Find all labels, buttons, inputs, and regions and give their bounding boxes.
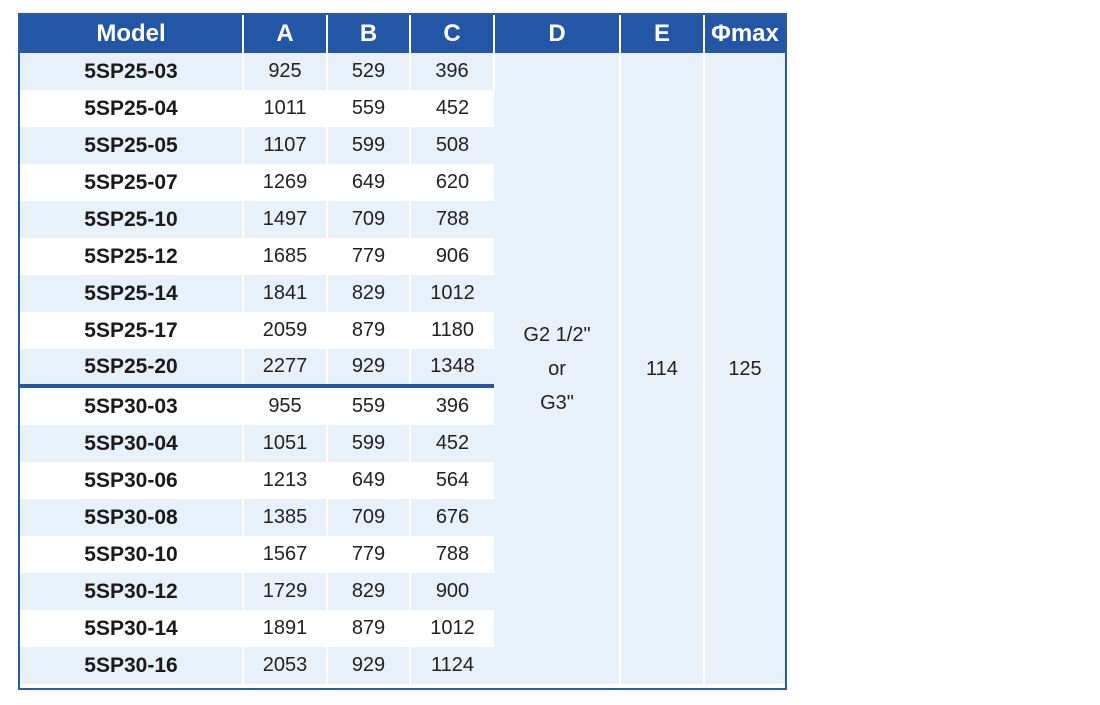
cell-a: 2053 (243, 647, 327, 684)
cell-d-line: G2 1/2" (523, 323, 591, 346)
cell-c: 1012 (410, 275, 494, 312)
dimension-table (20, 15, 785, 684)
cell-model: 5SP25-05 (20, 127, 243, 164)
cell-c: 564 (410, 462, 494, 499)
cell-a: 1729 (243, 573, 327, 610)
cell-model: 5SP25-07 (20, 164, 243, 201)
cell-b: 929 (327, 349, 410, 386)
cell-c: 452 (410, 90, 494, 127)
header-c: C (410, 15, 494, 53)
cell-a: 1685 (243, 238, 327, 275)
cell-a: 1213 (243, 462, 327, 499)
cell-b: 929 (327, 647, 410, 684)
cell-b: 599 (327, 127, 410, 164)
cell-b: 649 (327, 462, 410, 499)
cell-c: 396 (410, 386, 494, 425)
cell-b: 779 (327, 536, 410, 573)
header-d: D (494, 15, 620, 53)
cell-a: 1385 (243, 499, 327, 536)
cell-c: 620 (410, 164, 494, 201)
cell-phimax: 125 (704, 53, 785, 684)
cell-model: 5SP25-12 (20, 238, 243, 275)
cell-b: 649 (327, 164, 410, 201)
header-a: A (243, 15, 327, 53)
cell-a: 1891 (243, 610, 327, 647)
cell-d-line: or (548, 357, 566, 380)
cell-c: 788 (410, 536, 494, 573)
cell-model: 5SP30-16 (20, 647, 243, 684)
cell-a: 925 (243, 53, 327, 90)
cell-c: 508 (410, 127, 494, 164)
cell-a: 1107 (243, 127, 327, 164)
cell-model: 5SP30-14 (20, 610, 243, 647)
cell-model: 5SP25-04 (20, 90, 243, 127)
cell-model: 5SP30-12 (20, 573, 243, 610)
cell-model: 5SP30-06 (20, 462, 243, 499)
cell-a: 1567 (243, 536, 327, 573)
cell-model: 5SP30-03 (20, 386, 243, 425)
header-row (20, 15, 785, 53)
cell-model: 5SP30-10 (20, 536, 243, 573)
cell-c: 676 (410, 499, 494, 536)
cell-model: 5SP25-14 (20, 275, 243, 312)
cell-a: 1051 (243, 425, 327, 462)
cell-b: 879 (327, 312, 410, 349)
cell-c: 1124 (410, 647, 494, 684)
cell-b: 779 (327, 238, 410, 275)
cell-c: 900 (410, 573, 494, 610)
cell-a: 1269 (243, 164, 327, 201)
table-row (20, 53, 785, 90)
cell-b: 529 (327, 53, 410, 90)
cell-b: 709 (327, 499, 410, 536)
cell-c: 1348 (410, 349, 494, 386)
header-b: B (327, 15, 410, 53)
cell-b: 879 (327, 610, 410, 647)
cell-model: 5SP25-17 (20, 312, 243, 349)
cell-c: 1180 (410, 312, 494, 349)
cell-b: 829 (327, 275, 410, 312)
dimension-table-frame (18, 13, 787, 690)
cell-model: 5SP30-08 (20, 499, 243, 536)
table-body (20, 53, 785, 684)
header-phimax: Φmax (704, 15, 785, 53)
cell-c: 906 (410, 238, 494, 275)
cell-d-line: G3" (540, 391, 574, 414)
cell-model: 5SP30-04 (20, 425, 243, 462)
cell-c: 396 (410, 53, 494, 90)
cell-a: 955 (243, 386, 327, 425)
cell-a: 1011 (243, 90, 327, 127)
cell-a: 2059 (243, 312, 327, 349)
cell-b: 599 (327, 425, 410, 462)
cell-model: 5SP25-10 (20, 201, 243, 238)
cell-a: 2277 (243, 349, 327, 386)
cell-e: 114 (620, 53, 704, 684)
cell-b: 559 (327, 90, 410, 127)
header-model: Model (20, 15, 243, 53)
cell-model: 5SP25-03 (20, 53, 243, 90)
cell-d-connection (494, 53, 620, 684)
header-e: E (620, 15, 704, 53)
cell-a: 1841 (243, 275, 327, 312)
cell-a: 1497 (243, 201, 327, 238)
cell-c: 452 (410, 425, 494, 462)
cell-model: 5SP25-20 (20, 349, 243, 386)
cell-c: 1012 (410, 610, 494, 647)
cell-b: 559 (327, 386, 410, 425)
cell-b: 829 (327, 573, 410, 610)
cell-b: 709 (327, 201, 410, 238)
cell-c: 788 (410, 201, 494, 238)
